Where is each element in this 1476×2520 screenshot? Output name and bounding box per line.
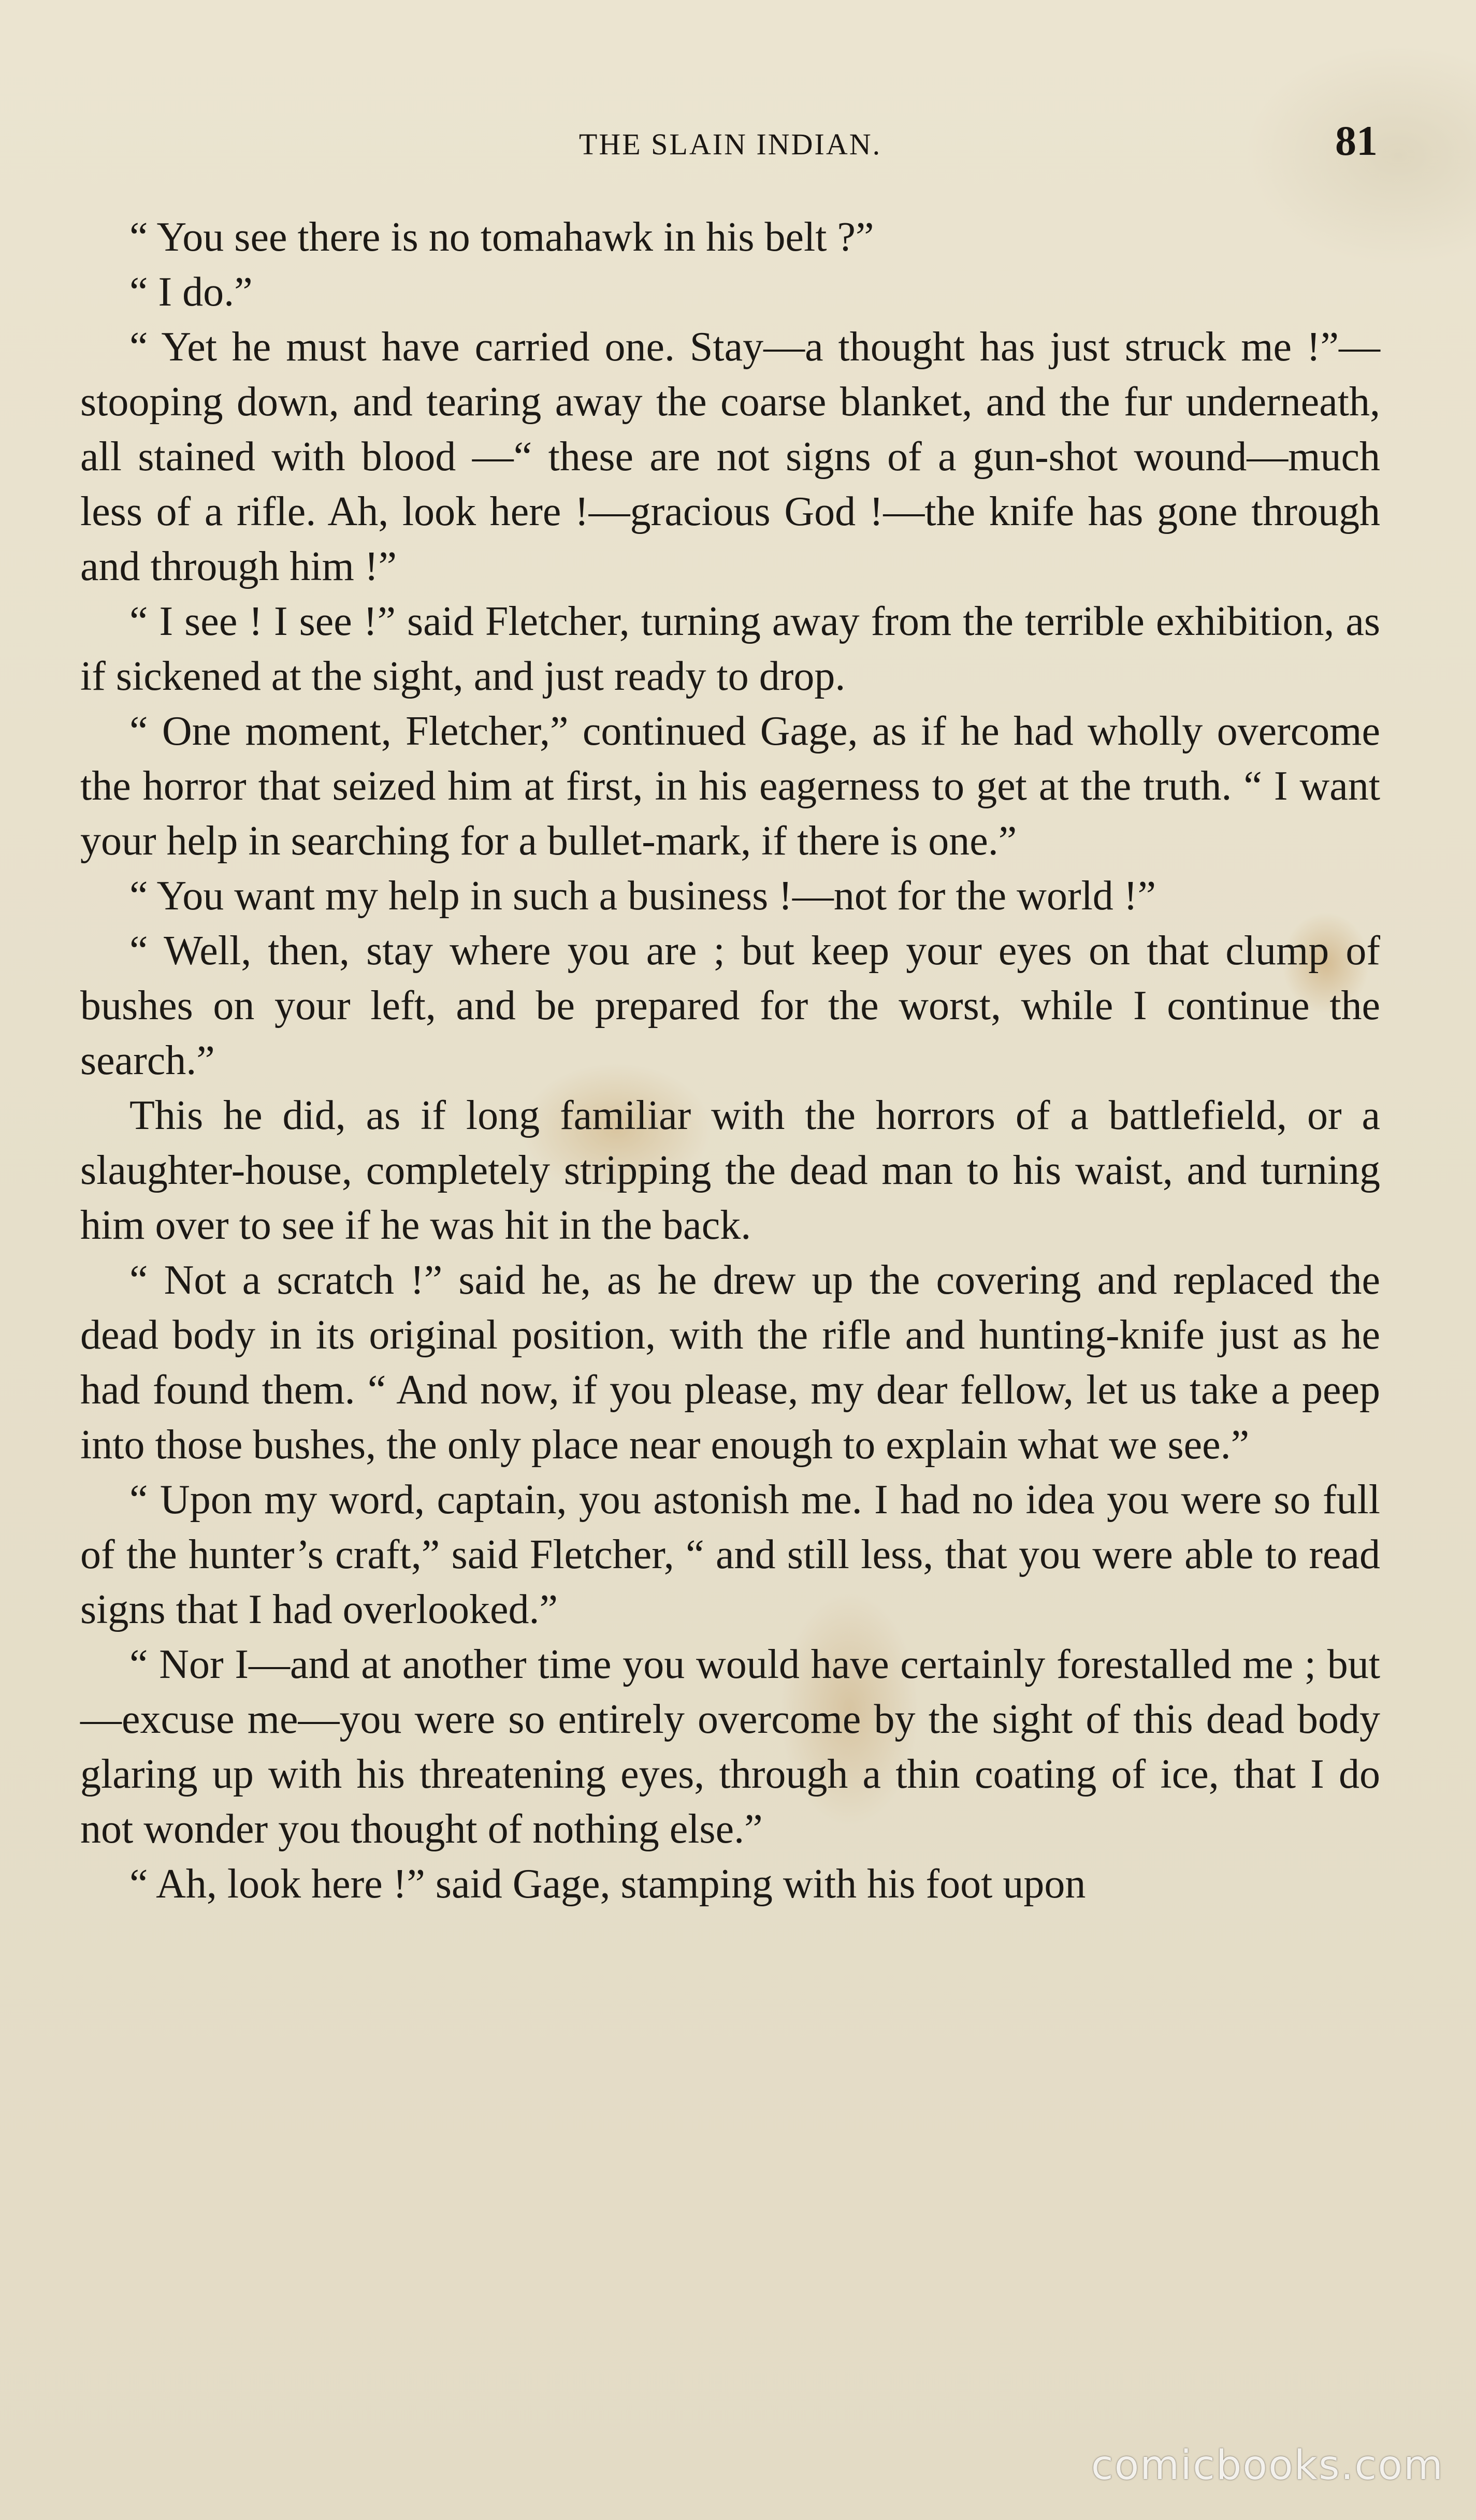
paragraph: This he did, as if long familiar with the horrors of a battlefield, or a slaughter-house, completely stripping the dead man to his waist, and turning him over to see if he was hit in the back. xyxy=(80,1093,1380,1248)
paragraph: “ You see there is no tomahawk in his belt ?” xyxy=(129,214,874,260)
paragraph: “ You want my help in such a business !—not for the world !” xyxy=(129,873,1156,919)
body-text xyxy=(80,210,1380,1911)
paragraph: “ Not a scratch !” said he, as he drew up the covering and replaced the dead body in its original position, with the rifle and hunting-knife just as he had found them. “ And now, if you please, my dear fellow, let us take a peep into those bushes, the only place near enough to explain what we see.” xyxy=(80,1257,1380,1468)
paragraph: “ Upon my word, captain, you astonish me. I had no idea you were so full of the hunter’s craft,” said Fletcher, “ and still less, that you were able to read signs that I had overlooked.” xyxy=(80,1477,1380,1632)
paragraph: “ I see ! I see !” said Fletcher, turning away from the terrible exhibition, as if sickened at the sight, and just ready to drop. xyxy=(80,599,1380,699)
paragraph: “ Well, then, stay where you are ; but keep your eyes on that clump of bushes on your left, and be prepared for the worst, while I continue the search.” xyxy=(80,928,1380,1083)
watermark: comicbooks.com xyxy=(1091,2442,1444,2489)
paragraph: “ Nor I—and at another time you would have certainly forestalled me ; but—excuse me—you were so entirely overcome by the sight of this dead body glaring up with his threatening eyes, through a thin coating of ice, that I do not wonder you thought of nothing else.” xyxy=(80,1642,1380,1852)
paragraph: “ Ah, look here !” said Gage, stamping with his foot upon xyxy=(129,1861,1086,1907)
paragraph: “ One moment, Fletcher,” continued Gage, as if he had wholly overcome the horror that seized him at first, in his eagerness to get at the truth. “ I want your help in searching for a bullet-mark, if there is one.” xyxy=(80,708,1380,864)
page-number: 81 xyxy=(1335,117,1378,164)
running-title: THE SLAIN INDIAN. xyxy=(578,127,882,161)
page-header xyxy=(78,111,1383,179)
paragraph: “ I do.” xyxy=(129,269,253,315)
paragraph: “ Yet he must have carried one. Stay—a thought has just struck me !”—stooping down, and tearing away the coarse blanket, and the fur underneath, all stained with blood —“ these are not signs of a gun-shot wound—much less of a rifle. Ah, look here !—gracious God !—the knife has gone through and through him !” xyxy=(80,324,1380,589)
